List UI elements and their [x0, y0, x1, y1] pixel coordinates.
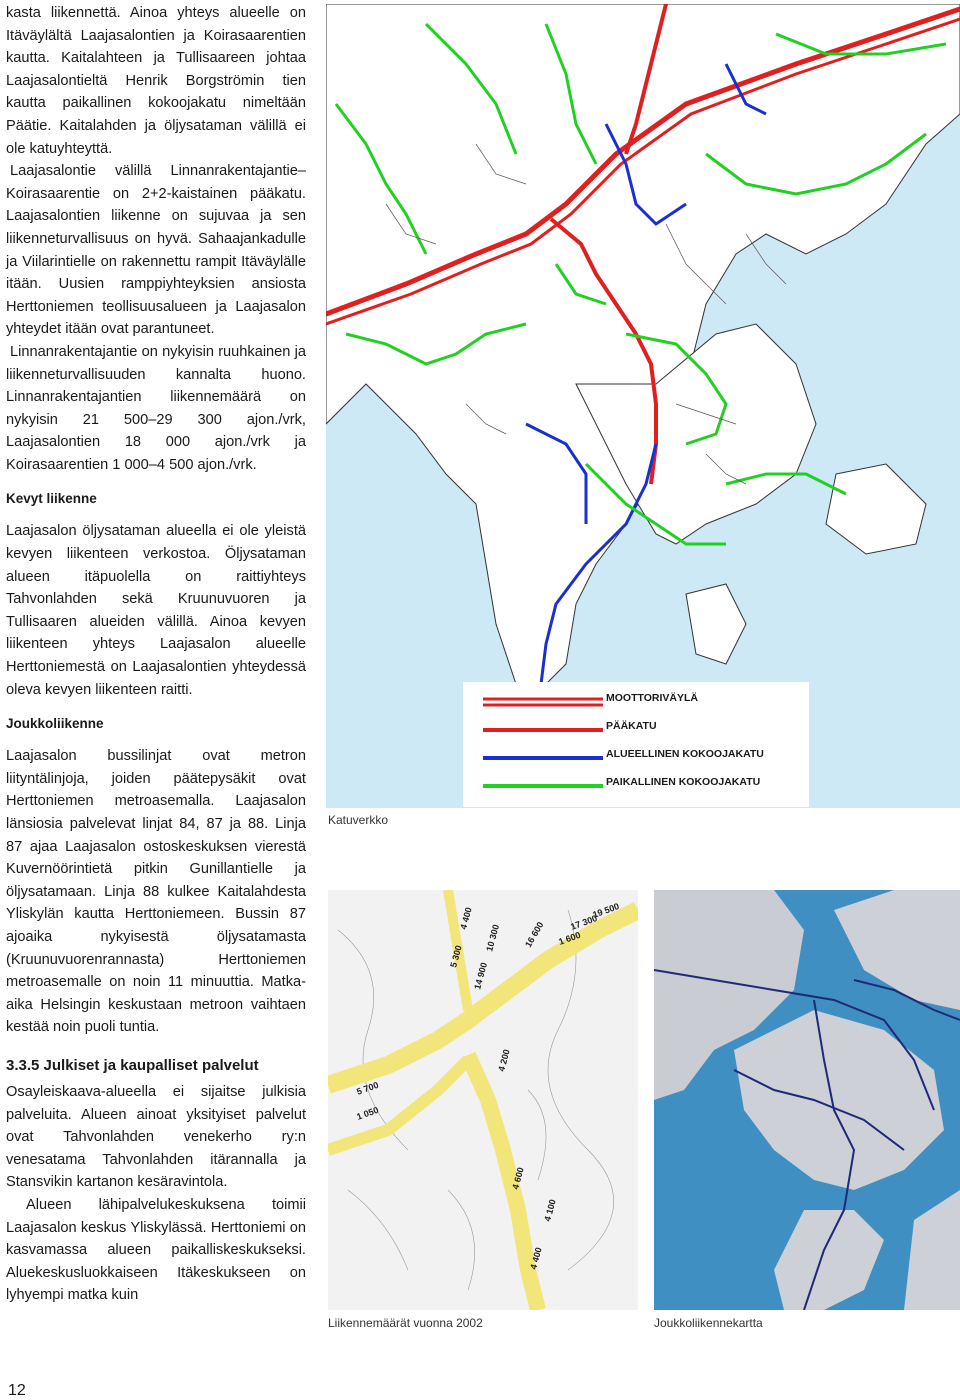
- legend-label-motorway: MOOTTORIVÄYLÄ: [606, 692, 698, 704]
- traffic-volume-label: 1 600: [557, 929, 582, 947]
- paragraph-2: Laajasalontie välillä Linnanrakentajantie–Koirasaarentie on 2+2-kaistainen pääkatu. Laajasalontien liikenne on sujuvaa ja sen liikenneturvallisuus on hyvä. Sahaajankadulle ja Viilarintielle on rakennettu rampit Itäväylälle itään. Uusien ramppiyhteyksien ansiosta Herttoniemen teollisuusalueen ja Laajasalon yhteydet itään ovat parantuneet.: [6, 163, 306, 338]
- paragraph-3: Linnanrakentajantie on nykyisin ruuhkainen ja liikenneturvallisuuden kannalta huono. Linnanrakentajantien liikennemäärä on nykyisin 21 500–29 300 ajon./vrk, Laajasalontien 18 000 ajon./vrk ja Koirasaarentien 1 000–4 500 ajon./vrk.: [6, 343, 306, 473]
- caption-street-network: Katuverkko: [328, 813, 389, 827]
- traffic-volume-label: 4 200: [496, 1048, 512, 1073]
- traffic-volume-label: 16 600: [523, 920, 546, 949]
- traffic-volume-label: 4 600: [510, 1166, 526, 1191]
- traffic-volume-label: 1 050: [355, 1104, 380, 1122]
- local-line-icon: [483, 780, 603, 792]
- map-legend: [463, 682, 809, 807]
- caption-traffic-volumes: Liikennemäärät vuonna 2002: [328, 1316, 483, 1330]
- traffic-volume-label: 4 100: [542, 1198, 558, 1223]
- main-street-line-icon: [483, 724, 603, 736]
- paragraph-5: Laajasalon bussilinjat ovat metron liityntälinjoja, joiden päätepysäkit ovat Herttoniemen metroasemalla. Laajasalon länsiosia palvelevat linjat 84, 87 ja 88. Linja 87 ajaa Laajasalon ostoskeskuksen vierestä Kuvernöörintietä pitkin Gunillantielle ja öljysatamaan. Linja 88 kulkee Kaitalahdesta Yliskylän kautta Herttoniemeen. Bussin 87 ajoaika nykyisestä öljysatamasta (Kruunuvuorenrannasta) Herttoniemen metroasemalle on noin 11 minuuttia. Matka-aika Helsingin keskustaan metroon vaihtaen kestää noin puoli tuntia.: [6, 748, 306, 1036]
- legend-item-regional: [463, 748, 809, 768]
- paragraph-7: Alueen lähipalvelukeskuksena toimii Laajasalon keskus Yliskylässä. Herttoniemi on kasvamassa alueen paikalliskeskukseksi. Aluekeskusluokkaiseen Itäkeskukseen on lyhyempi matka kuin: [6, 1196, 306, 1304]
- traffic-volume-label: 4 400: [528, 1246, 544, 1271]
- caption-public-transport: Joukkoliikennekartta: [654, 1316, 763, 1330]
- traffic-volume-svg: [328, 890, 638, 1310]
- motorway-line-icon: [483, 696, 603, 708]
- traffic-volume-label: 5 300: [448, 944, 464, 969]
- public-transport-svg: [654, 890, 960, 1310]
- public-transport-map: [654, 890, 960, 1310]
- regional-line-icon: [483, 752, 603, 764]
- traffic-volume-label: 17 300: [569, 913, 599, 932]
- traffic-volume-label: 5 700: [355, 1079, 380, 1097]
- legend-item-main-street: [463, 720, 809, 740]
- legend-item-motorway: [463, 692, 809, 712]
- traffic-volume-label: 19 500: [591, 901, 621, 920]
- legend-label-regional: ALUEELLINEN KOKOOJAKATU: [606, 748, 764, 760]
- traffic-volume-map: [328, 890, 638, 1310]
- text-column: [6, 0, 306, 1307]
- page-number: 12: [8, 1382, 26, 1399]
- paragraph-6: Osayleiskaava-alueella ei sijaitse julkisia palveluita. Alueen ainoat yksityiset palvelut ovat Tahvonlahden venekerho ry:n venesatama Tahvonlahden itärannalla ja Stansvikin kartanon kesäravintola.: [6, 1083, 306, 1191]
- traffic-volume-label: 4 400: [458, 906, 474, 931]
- traffic-volume-label: 14 900: [472, 961, 490, 991]
- heading-kevyt-liikenne: Kevyt liikenne: [6, 491, 97, 507]
- heading-palvelut: 3.3.5 Julkiset ja kaupalliset palvelut: [6, 1056, 259, 1074]
- legend-label-local: PAIKALLINEN KOKOOJAKATU: [606, 776, 761, 788]
- legend-label-main-street: PÄÄKATU: [606, 720, 657, 732]
- heading-joukkoliikenne: Joukkoliikenne: [6, 716, 104, 732]
- traffic-volume-label: 10 300: [484, 923, 502, 953]
- paragraph-4: Laajasalon öljysataman alueella ei ole yleistä kevyen liikenteen verkostoa. Öljysataman alueen itäpuolella on raittiyhteys Tahvonlahden sekä Kruunuvuoren ja Tullisaaren alueiden välillä. Ainoa kevyen liikenteen yhteys Laajasalon alueelle Herttoniemestä on Laajasalontien yhteydessä oleva kevyen liikenteen raitti.: [6, 523, 306, 698]
- legend-item-local: [463, 776, 809, 796]
- paragraph-1: kasta liikennettä. Ainoa yhteys alueelle on Itäväylältä Laajasalontien ja Koirasaarentien kautta. Kaitalahteen ja Tullisaareen johtaa Laajasalontieltä Henrik Borgströmin tien kautta paikallinen kokoojakatu nimeltään Päätie. Kaitalahden ja öljysataman välillä ei ole katuyhteyttä.: [6, 5, 306, 157]
